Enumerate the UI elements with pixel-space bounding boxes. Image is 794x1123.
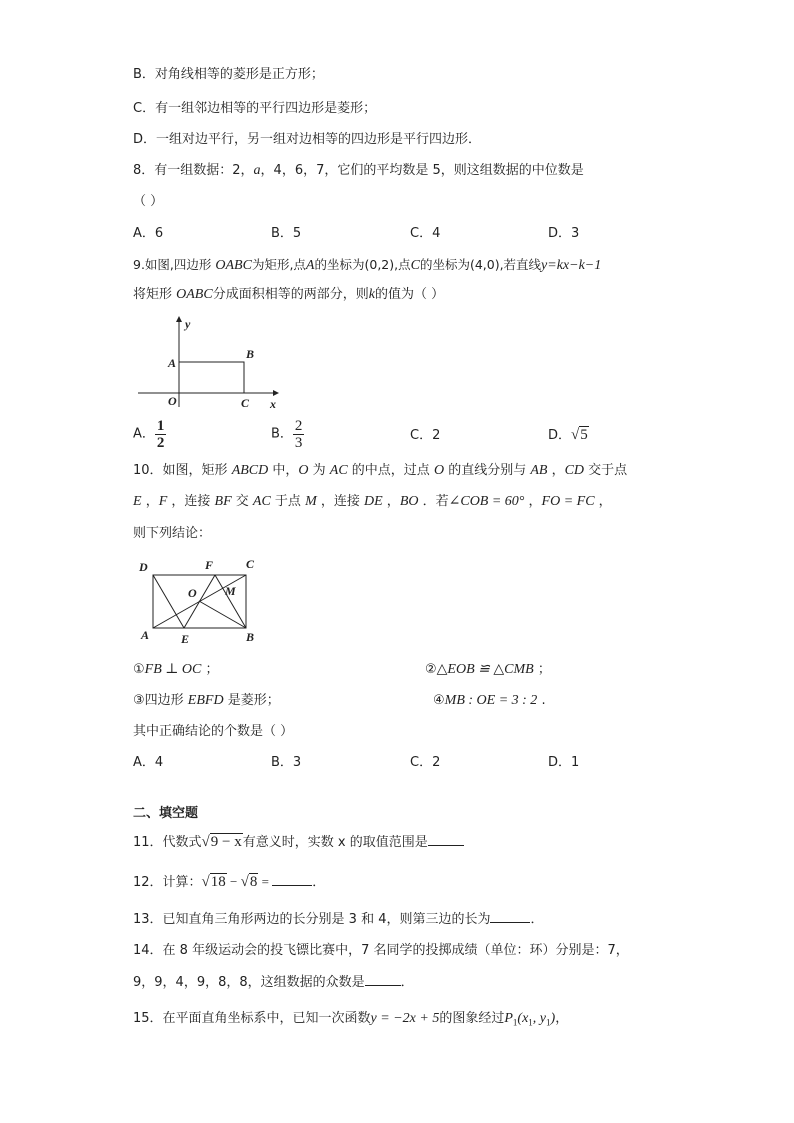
q10-m: M: [305, 494, 317, 509]
q10-option-c: C．2: [410, 755, 441, 770]
q9-point-c: C: [410, 258, 420, 273]
q9-equation: y=kx−k−1: [541, 258, 602, 273]
q11-answer-blank[interactable]: [428, 833, 464, 846]
segment-bf: [215, 575, 246, 628]
label-c: C: [246, 557, 255, 571]
q9-option-c: C．2: [410, 428, 441, 443]
q9-text: 的值为（ ）: [374, 287, 445, 302]
q10-conclusion-2: [425, 661, 551, 679]
q8-var-a: a: [253, 163, 261, 178]
q9-k: k: [368, 287, 375, 302]
q15-text: 的图象经过: [439, 1011, 505, 1026]
q14-text: 9，9，4，9，8，8，这组数据的众数是: [133, 975, 365, 990]
label-f: F: [205, 558, 214, 572]
q9-option-a-fraction: [155, 418, 167, 451]
q10-text: 于点: [270, 494, 306, 509]
q14-answer-blank[interactable]: [365, 973, 401, 986]
q10-abcd: ABCD: [231, 463, 269, 478]
q14-line2: [133, 973, 414, 992]
q8-stem-part: 8．有一组数据：2，: [133, 163, 254, 178]
q10-text: ，: [594, 494, 612, 509]
q14-end: ．: [400, 975, 414, 990]
q10-de: DE: [364, 494, 383, 509]
label-c: C: [241, 396, 250, 410]
circled-4: ④: [433, 693, 445, 708]
q10-o: O: [298, 463, 309, 478]
q14-line1: 14．在 8 年级运动会的投飞镖比赛中，7 名同学的投掷成绩（单位：环）分别是：7，: [133, 943, 629, 958]
q10-text: 中，: [268, 463, 299, 478]
q12-equals: =: [258, 874, 273, 889]
q9-option-b-label: B．: [271, 426, 293, 442]
q9-text: 9.如图,四边形: [133, 257, 216, 272]
q10-e: E: [133, 494, 142, 509]
q10-conclusion-3: [133, 692, 280, 710]
q9-text: 的坐标为(4,0),若直线: [419, 257, 542, 272]
q13-answer-blank[interactable]: [490, 910, 530, 923]
q9-option-d-radical: √5: [571, 427, 588, 443]
q13-text: 13．已知直角三角形两边的长分别是 3 和 4，则第三边的长为: [133, 912, 491, 927]
radicand: 5: [580, 427, 588, 443]
q9-text: 将矩形: [133, 287, 177, 302]
section-heading: 二、填空题: [133, 806, 199, 821]
q12-text: 12．计算：: [133, 875, 202, 890]
q15-point-subscript: 1: [512, 1017, 518, 1028]
conclusion-2-text: △EOB ≌ △CMB: [436, 662, 534, 677]
q10-text: 的直线分别与: [444, 463, 531, 478]
q10-fo-fc: FO = FC: [541, 494, 595, 509]
q8-stem-part: ，4，6，7，它们的平均数是 5，则这组数据的中位数是: [260, 163, 584, 178]
label-d: D: [139, 560, 148, 574]
radicand: 9 − x: [210, 834, 242, 850]
q9-text: 分成面积相等的两部分，则: [212, 287, 369, 302]
q15: [133, 1010, 568, 1032]
q10-text: ，连接: [316, 494, 364, 509]
q13-end: ．: [530, 912, 544, 927]
q15-sub: 1: [528, 1017, 533, 1028]
q10-ask: 其中正确结论的个数是（ ）: [133, 724, 294, 739]
q10-angle: ∠COB = 60°: [448, 494, 525, 509]
conclusion-end: ；: [533, 662, 551, 677]
circled-2: ②: [425, 662, 437, 677]
q10-text: 交: [231, 494, 253, 509]
q15-sub: 1: [546, 1017, 551, 1028]
q10-cd: CD: [564, 463, 585, 478]
circled-1: ①: [133, 662, 145, 677]
q8-stem: [133, 162, 584, 180]
conclusion-4-text: MB : OE = 3 : 2: [444, 693, 538, 708]
q9-text: 为矩形,点: [251, 257, 306, 272]
q15-coords: , y: [532, 1011, 547, 1026]
q10-stem-line2: [133, 493, 612, 511]
q15-coords: (x: [517, 1011, 529, 1026]
q10-option-a: A．4: [133, 755, 164, 770]
label-e: E: [181, 632, 190, 646]
q12: [133, 873, 325, 892]
q15-end: ，: [555, 1011, 569, 1026]
q9-option-b: [271, 418, 304, 451]
q10-bo: BO: [399, 494, 419, 509]
conclusion-1-text: FB ⊥ OC: [144, 662, 202, 677]
q10-ab: AB: [530, 463, 548, 478]
q10-text: ．若: [418, 494, 449, 509]
q12-radical-2: √8: [240, 874, 258, 890]
q11-text: 有意义时，实数 x 的取值范围是: [242, 835, 428, 850]
q10-text: 交于点: [584, 463, 628, 478]
rectangle-oabc: [179, 362, 244, 393]
label-a: A: [168, 356, 177, 370]
q9-point-a: A: [305, 258, 315, 273]
q9-figure: [133, 312, 283, 412]
q8-option-a: A．6: [133, 226, 164, 241]
q10-text: ，连接: [167, 494, 215, 509]
q8-option-b: B．5: [271, 226, 302, 241]
q9-option-a-label: A．: [133, 426, 155, 442]
q13: [133, 910, 544, 929]
conclusion-end: .: [537, 693, 546, 708]
q10-ac: AC: [329, 463, 348, 478]
label-b: B: [246, 347, 255, 361]
q12-end: ．: [312, 875, 326, 890]
q9-stem-line1: [133, 256, 601, 275]
q11-text: 11．代数式: [133, 835, 202, 850]
x-axis-arrow-icon: [273, 390, 279, 396]
segment-bo: [199, 601, 246, 628]
denominator: 2: [156, 435, 165, 451]
q10-text: ，: [547, 463, 565, 478]
conclusion-3-text: 是菱形；: [223, 693, 280, 708]
q10-conclusion-4: [433, 692, 546, 710]
label-x: x: [270, 397, 276, 411]
q8-option-d: D．3: [548, 226, 580, 241]
q10-ac: AC: [252, 494, 271, 509]
y-axis-arrow-icon: [176, 316, 182, 322]
q7-option-b: B．对角线相等的菱形是正方形；: [133, 67, 324, 82]
circled-3: ③: [133, 693, 145, 708]
q10-option-b: B．3: [271, 755, 302, 770]
q15-text: 15．在平面直角坐标系中，已知一次函数: [133, 1011, 371, 1026]
q8-paren: （ ）: [133, 194, 164, 209]
q9-stem-line2: [133, 286, 444, 304]
q10-stem-line3: 则下列结论：: [133, 526, 212, 541]
q15-point: P: [504, 1011, 513, 1026]
q15-coords: ): [550, 1011, 556, 1026]
q12-answer-blank[interactable]: [272, 873, 312, 886]
q7-option-d: D．一组对边平行，另一组对边相等的四边形是平行四边形．: [133, 132, 482, 147]
q11-radical: √9 − x: [201, 834, 242, 850]
conclusion-3-ebfd: EBFD: [187, 693, 224, 708]
q8-option-c: C．4: [410, 226, 441, 241]
label-m: M: [225, 584, 236, 598]
q15-function: y = −2x + 5: [370, 1011, 440, 1026]
conclusion-end: ；: [201, 662, 219, 677]
q10-text: 为: [308, 463, 330, 478]
q12-radical-1: √18: [201, 874, 226, 890]
label-o: O: [188, 586, 197, 600]
q10-text: 10．如图，矩形: [133, 463, 232, 478]
denominator: 3: [294, 435, 303, 451]
q10-stem-line1: [133, 462, 627, 480]
q9-option-a: [133, 418, 166, 451]
q10-bf: BF: [214, 494, 232, 509]
q10-text: ，: [141, 494, 159, 509]
q10-text: ，: [382, 494, 400, 509]
q10-text: 的中点，过点: [347, 463, 434, 478]
q9-text: 的坐标为(0,2),点: [314, 257, 411, 272]
label-b: B: [246, 630, 255, 644]
q10-f: F: [158, 494, 168, 509]
q9-option-d-label: D．: [548, 428, 572, 443]
segment-de: [153, 575, 184, 628]
q11: [133, 833, 464, 852]
q12-minus: −: [226, 874, 241, 889]
q9-option-d: [548, 426, 589, 445]
numerator: 2: [294, 418, 303, 434]
q9-shape: OABC: [176, 287, 213, 302]
q9-option-b-fraction: [293, 418, 305, 451]
label-a: A: [141, 628, 150, 642]
q10-option-d: D．1: [548, 755, 580, 770]
q10-conclusion-1: [133, 661, 219, 679]
label-y: y: [185, 317, 191, 331]
q7-option-c: C．有一组邻边相等的平行四边形是菱形；: [133, 101, 377, 116]
q10-figure: [133, 555, 268, 647]
numerator: 1: [156, 418, 165, 434]
radicand: 18: [210, 874, 226, 890]
q10-o: O: [433, 463, 445, 478]
radicand: 8: [249, 874, 258, 890]
label-o: O: [168, 394, 177, 408]
q9-shape: OABC: [215, 258, 252, 273]
conclusion-3-text: 四边形: [144, 693, 188, 708]
q10-text: ，: [524, 494, 542, 509]
